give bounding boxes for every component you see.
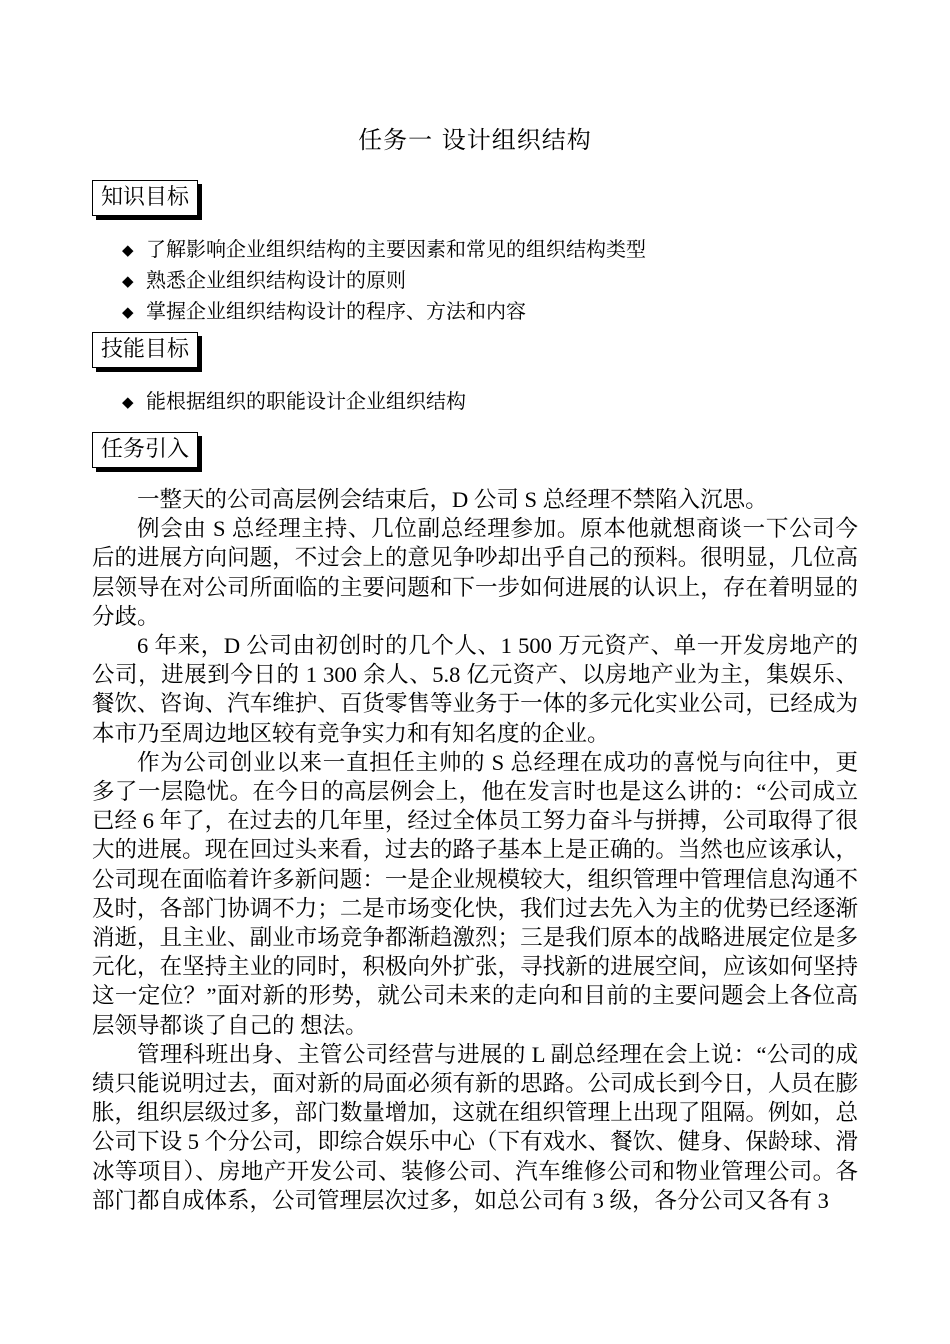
paragraph: 一整天的公司高层例会结束后，D 公司 S 总经理不禁陷入沉思。 xyxy=(137,487,768,512)
list-item: ◆ 熟悉企业组织结构设计的原则 xyxy=(122,265,646,296)
diamond-bullet-icon: ◆ xyxy=(122,393,134,411)
paragraph: 作为公司创业以来一直担任主帅的 S 总经理在成功的喜悦与向往中，更多了一层隐忧。在今日的高层例会上，他在发言时也是这么讲的：“公司成立已经 6 年了，在过去的几年里，经过全体员工努力奋斗与拼搏，公司取得了很大的进展。现在回过头来看，过去的路子基本上是正确的。当然也应该承认，公司现在面临着许多新问题：一是企业规模较大，组织管理中管理信息沟通不及时，各部门协调不力；二是市场变化快，我们过去先入为主的优势已经逐渐消逝，且主业、副业市场竞争都渐趋激烈；三是我们原本的战略进展定位是多元化，在坚持主业的同时，积极向外扩张，寻找新的进展空间，应该如何坚持这一定位？”面对新的形势，就公司未来的走向和目前的主要问题会上各位高层领导都谈了自己的 想法。 xyxy=(92,749,858,1038)
list-item: ◆ 了解影响企业组织结构的主要因素和常见的组织结构类型 xyxy=(122,234,646,265)
section-heading-knowledge: 知识目标 xyxy=(92,180,198,216)
section-heading-intro: 任务引入 xyxy=(92,432,198,468)
paragraph: 管理科班出身、主管公司经营与进展的 L 副总经理在会上说：“公司的成绩只能说明过去，面对新的局面必须有新的思路。公司成长到今日，人员在膨胀，组织层级过多，部门数量增加，这就在组织管理上出现了阻隔。例如，总公司下设 5 个分公司，即综合娱乐中心（下有戏水、餐饮、健身、保龄球、滑冰等项目）、房地产开发公司、装修公司、汽车维修公司和物业管理公司。各部门都自成体系，公司管理层次过多，如总公司有 3 级，各分公司又各有 3 xyxy=(92,1041,858,1213)
diamond-bullet-icon: ◆ xyxy=(122,241,134,259)
intro-body-text xyxy=(92,485,858,1215)
list-item: ◆ 掌握企业组织结构设计的程序、方法和内容 xyxy=(122,296,646,327)
paragraph: 6 年来，D 公司由初创时的几个人、1 500 万元资产、单一开发房地产的公司，进展到今日的 1 300 余人、5.8 亿元资产、以房地产业为主，集娱乐、餐饮、咨询、汽车维护、百货零售等业务于一体的多元化实业公司，已经成为本市乃至周边地区较有竞争实力和有知名度的企业。 xyxy=(92,633,858,746)
page-title: 任务一 设计组织结构 xyxy=(358,126,592,154)
skill-objectives-list xyxy=(122,386,466,417)
diamond-bullet-icon: ◆ xyxy=(122,272,134,290)
list-item: ◆ 能根据组织的职能设计企业组织结构 xyxy=(122,386,466,417)
paragraph: 例会由 S 总经理主持、几位副总经理参加。原本他就想商谈一下公司今后的进展方向问题，不过会上的意见争吵却出乎自己的预料。很明显，几位高层领导在对公司所面临的主要问题和下一步如何进展的认识上，存在着明显的分歧。 xyxy=(92,516,858,629)
section-heading-skills: 技能目标 xyxy=(92,332,198,368)
knowledge-objectives-list xyxy=(122,234,646,327)
diamond-bullet-icon: ◆ xyxy=(122,303,134,321)
